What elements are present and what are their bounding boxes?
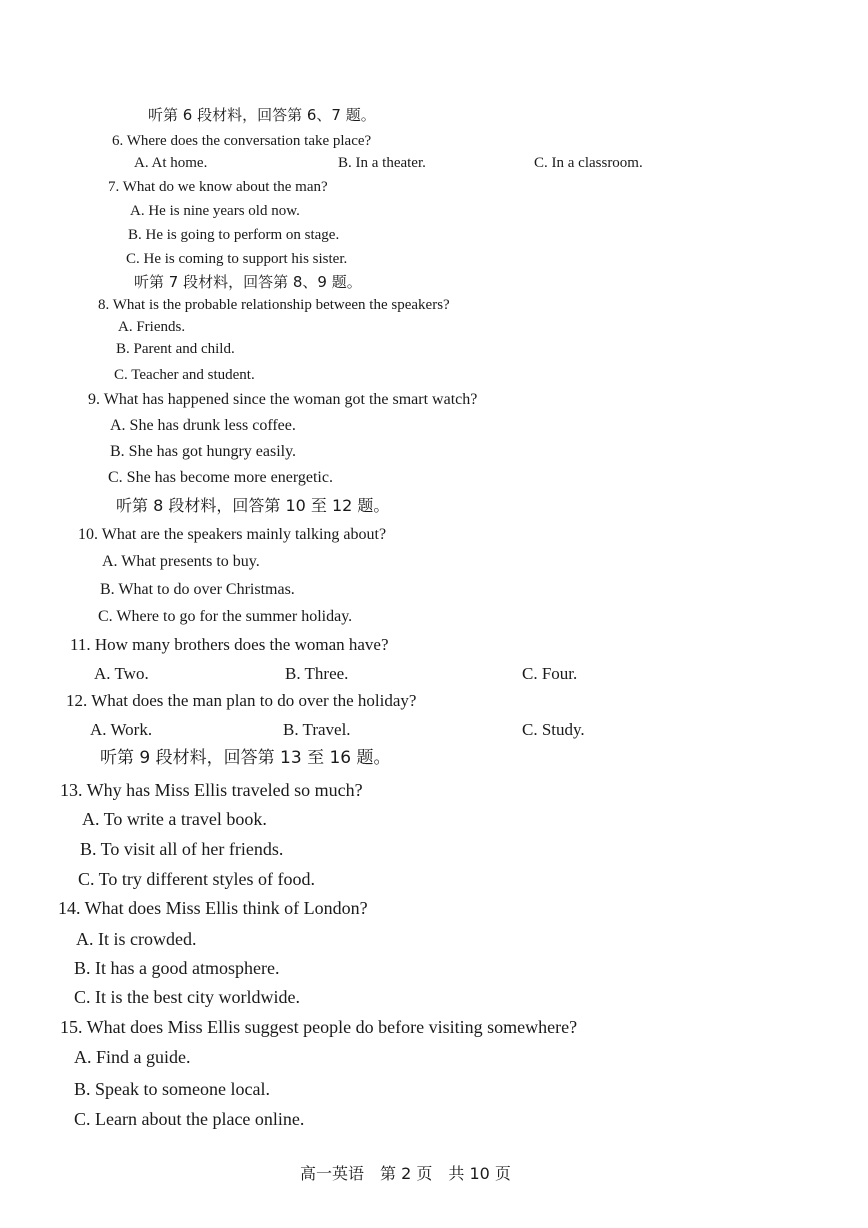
- question-text: 13. Why has Miss Ellis traveled so much?: [60, 780, 363, 800]
- option-a: A. Work.: [90, 720, 153, 739]
- option-a: A. At home.: [134, 155, 208, 171]
- option-a: A. She has drunk less coffee.: [110, 417, 296, 434]
- section-instruction: 听第 8 段材料，回答第 10 至 12 题。: [116, 496, 390, 515]
- question-text: 8. What is the probable relationship between the speakers?: [98, 297, 450, 313]
- option-a: A. Two.: [94, 664, 149, 683]
- option-b: B. She has got hungry easily.: [110, 443, 297, 460]
- option-c: C. He is coming to support his sister.: [126, 251, 348, 267]
- question-text: 11. How many brothers does the woman have?: [70, 635, 389, 654]
- question-text: 14. What does Miss Ellis think of London?: [58, 898, 368, 918]
- option-b: B. In a theater.: [338, 155, 426, 171]
- option-a: A. He is nine years old now.: [130, 203, 300, 219]
- question-text: 10. What are the speakers mainly talking about?: [78, 526, 387, 543]
- question-text: 9. What has happened since the woman got the smart watch?: [88, 391, 478, 408]
- option-b: B. He is going to perform on stage.: [128, 227, 340, 243]
- option-b: B. What to do over Christmas.: [100, 581, 295, 598]
- section-instruction: 听第 7 段材料，回答第 8、9 题。: [134, 273, 362, 291]
- section-instruction: 听第 9 段材料，回答第 13 至 16 题。: [100, 748, 391, 768]
- option-c: C. Four.: [522, 664, 578, 683]
- option-c: C. Teacher and student.: [114, 367, 255, 383]
- question-text: 7. What do we know about the man?: [108, 179, 328, 195]
- option-c: C. To try different styles of food.: [78, 869, 316, 889]
- question-text: 12. What does the man plan to do over the holiday?: [66, 691, 417, 710]
- option-c: C. In a classroom.: [534, 155, 643, 171]
- option-b: B. Three.: [285, 664, 349, 683]
- option-c: C. Learn about the place online.: [74, 1109, 305, 1129]
- option-a: A. To write a travel book.: [82, 809, 267, 829]
- option-b: B. Parent and child.: [116, 341, 235, 357]
- option-a: A. What presents to buy.: [102, 553, 260, 570]
- option-b: B. To visit all of her friends.: [80, 839, 284, 859]
- option-c: C. It is the best city worldwide.: [74, 987, 300, 1007]
- question-text: 15. What does Miss Ellis suggest people do before visiting somewhere?: [60, 1017, 578, 1037]
- option-b: B. It has a good atmosphere.: [74, 958, 280, 978]
- option-b: B. Speak to someone local.: [74, 1079, 270, 1099]
- option-a: A. It is crowded.: [76, 929, 197, 949]
- option-a: A. Friends.: [118, 319, 186, 335]
- option-c: C. Where to go for the summer holiday.: [98, 608, 353, 625]
- option-a: A. Find a guide.: [74, 1047, 191, 1067]
- option-b: B. Travel.: [283, 720, 351, 739]
- option-c: C. Study.: [522, 720, 585, 739]
- question-text: 6. Where does the conversation take place?: [112, 133, 372, 149]
- option-c: C. She has become more energetic.: [108, 469, 333, 486]
- page-footer: 高一英语 第 2 页 共 10 页: [300, 1164, 511, 1183]
- section-instruction: 听第 6 段材料，回答第 6、7 题。: [148, 106, 376, 124]
